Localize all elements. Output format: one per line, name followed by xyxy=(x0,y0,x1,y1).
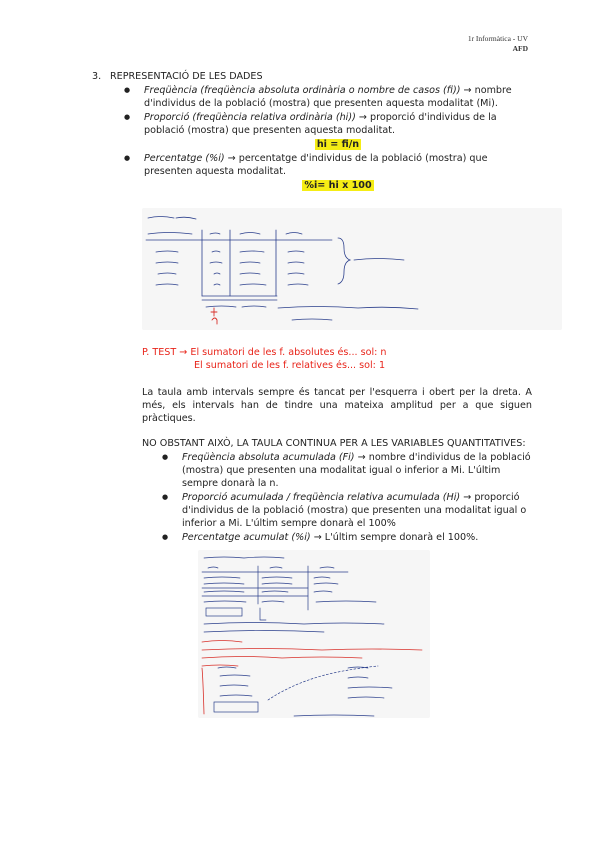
list-item xyxy=(162,531,532,544)
term: Freqüència absoluta acumulada (Fi) xyxy=(182,452,355,463)
arrow: → xyxy=(227,153,236,164)
definition: percentatge d'individus de la població (mostra) que presenten aquesta modalitat. xyxy=(144,153,488,177)
section-number: 3. xyxy=(92,71,102,82)
term: Proporció (freqüència relativa ordinària (hi)) xyxy=(144,112,356,123)
arrow: → xyxy=(463,85,472,96)
definition: proporció d'individus de la població (mostra) que presenten aquesta modalitat. xyxy=(144,112,497,136)
handwritten-sketch xyxy=(198,550,430,718)
test-line-2: El sumatori de les f. relatives és... sol: 1 xyxy=(194,360,386,371)
definitions-list xyxy=(124,84,532,192)
arrow: → xyxy=(357,452,366,463)
term: Percentatge acumulat (%i) xyxy=(182,532,311,543)
test-note xyxy=(142,346,532,372)
test-line-1: P. TEST → El sumatori de les f. absolutes és... sol: n xyxy=(142,347,387,358)
list-item xyxy=(162,451,532,490)
definition: nombre d'individus de la població (mostra) que presenten una modalitat igual o inferior a Mi. L'últim sempre donarà la n. xyxy=(182,452,531,489)
list-item xyxy=(124,111,532,151)
list-item xyxy=(124,84,532,110)
definition: nombre d'individus de la població (mostra) que presenten aquesta modalitat (Mi). xyxy=(144,85,512,109)
header-subject: AFD xyxy=(512,44,528,53)
list-item xyxy=(162,491,532,530)
document-body xyxy=(92,70,532,718)
formula-highlight: hi = fi/n xyxy=(316,139,360,150)
handwritten-sketch xyxy=(142,208,562,330)
arrow: → xyxy=(463,492,472,503)
handwritten-table-photo xyxy=(142,208,562,330)
term: Freqüència (freqüència absoluta ordinària o nombre de casos (fi)) xyxy=(144,85,461,96)
intervals-paragraph: La taula amb intervals sempre és tancat per l'esquerra i obert per la dreta. A més, els intervals han de tindre una mateixa amplitud per a que siguen pràctiques. xyxy=(142,387,532,424)
page-header xyxy=(468,34,528,54)
section-title: REPRESENTACIÓ DE LES DADES xyxy=(110,71,263,82)
formula-highlight: %i= hi x 100 xyxy=(304,180,372,191)
quantitative-paragraph: NO OBSTANT AIXÒ, LA TAULA CONTINUA PER A LES VARIABLES QUANTITATIVES: xyxy=(142,438,526,449)
cumulative-list xyxy=(162,451,532,544)
section-heading xyxy=(92,70,532,83)
handwritten-notes-photo xyxy=(198,550,430,718)
definition: L'últim sempre donarà el 100%. xyxy=(324,532,479,543)
arrow: → xyxy=(358,112,367,123)
header-course: 1r Informàtica - UV xyxy=(467,34,528,43)
arrow: → xyxy=(313,532,322,543)
list-item xyxy=(124,152,532,192)
definition: proporció d'individus de la població (mostra) que presenten una modalitat igual o inferior a Mi. L'últim sempre donarà el 100% xyxy=(182,492,527,529)
term: Percentatge (%i) xyxy=(144,153,225,164)
term: Proporció acumulada / freqüència relativa acumulada (Hi) xyxy=(182,492,461,503)
